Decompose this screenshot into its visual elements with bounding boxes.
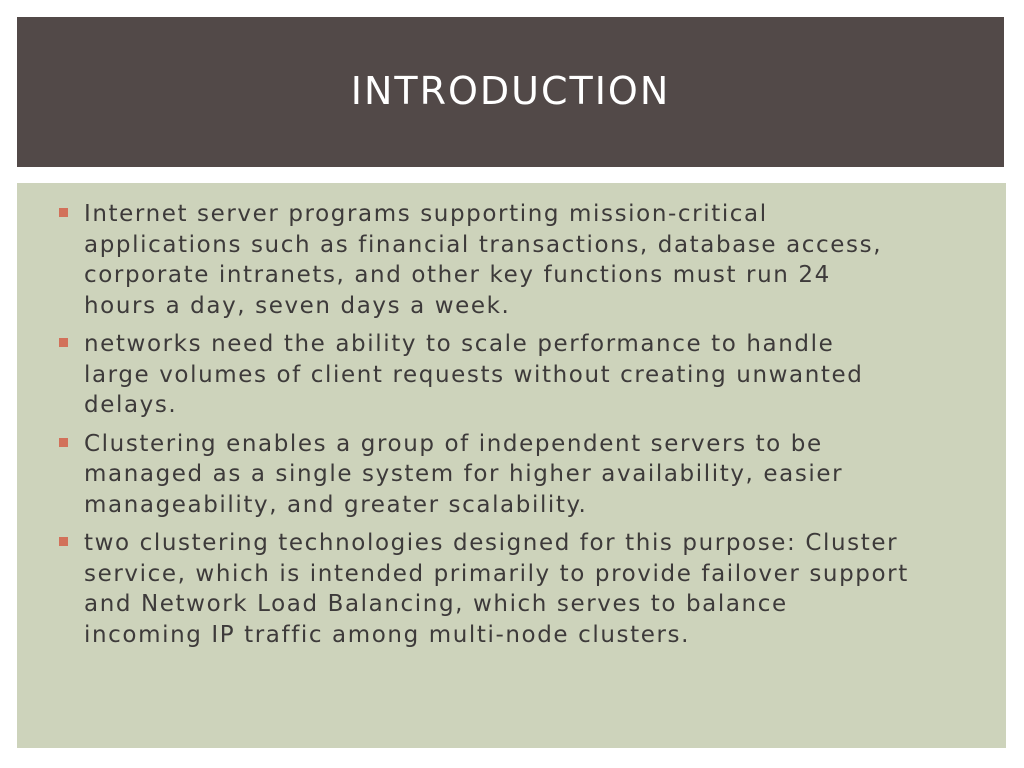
- bullet-list: [59, 199, 989, 658]
- square-bullet-icon: [59, 537, 68, 546]
- title-bar: [17, 17, 1004, 167]
- bullet-text: networks need the ability to scale performance to handle large volumes of client requests without creating unwanted delays.: [84, 331, 864, 418]
- bullet-text: Clustering enables a group of independent servers to be managed as a single system for higher availability, easier manageability, and greater scalability.: [84, 430, 844, 518]
- bullet-text: Internet server programs supporting mission-critical applications such as financial transactions, database access, corporate intranets, and other key functions must run 24 hours a day, seven days a week.: [84, 201, 883, 319]
- square-bullet-icon: [59, 438, 68, 447]
- bullet-item: [59, 199, 989, 321]
- square-bullet-icon: [59, 338, 68, 347]
- bullet-item: [59, 329, 989, 421]
- bullet-item: [59, 429, 989, 521]
- square-bullet-icon: [59, 208, 68, 217]
- bullet-text: two clustering technologies designed for this purpose: Cluster service, which is intended primarily to provide failover support and Network Load Balancing, which serves to balance incoming IP traffic among multi-node clusters.: [84, 530, 909, 648]
- bullet-item: [59, 528, 989, 650]
- content-area: [17, 183, 1006, 748]
- slide-title: INTRODUCTION: [350, 69, 671, 113]
